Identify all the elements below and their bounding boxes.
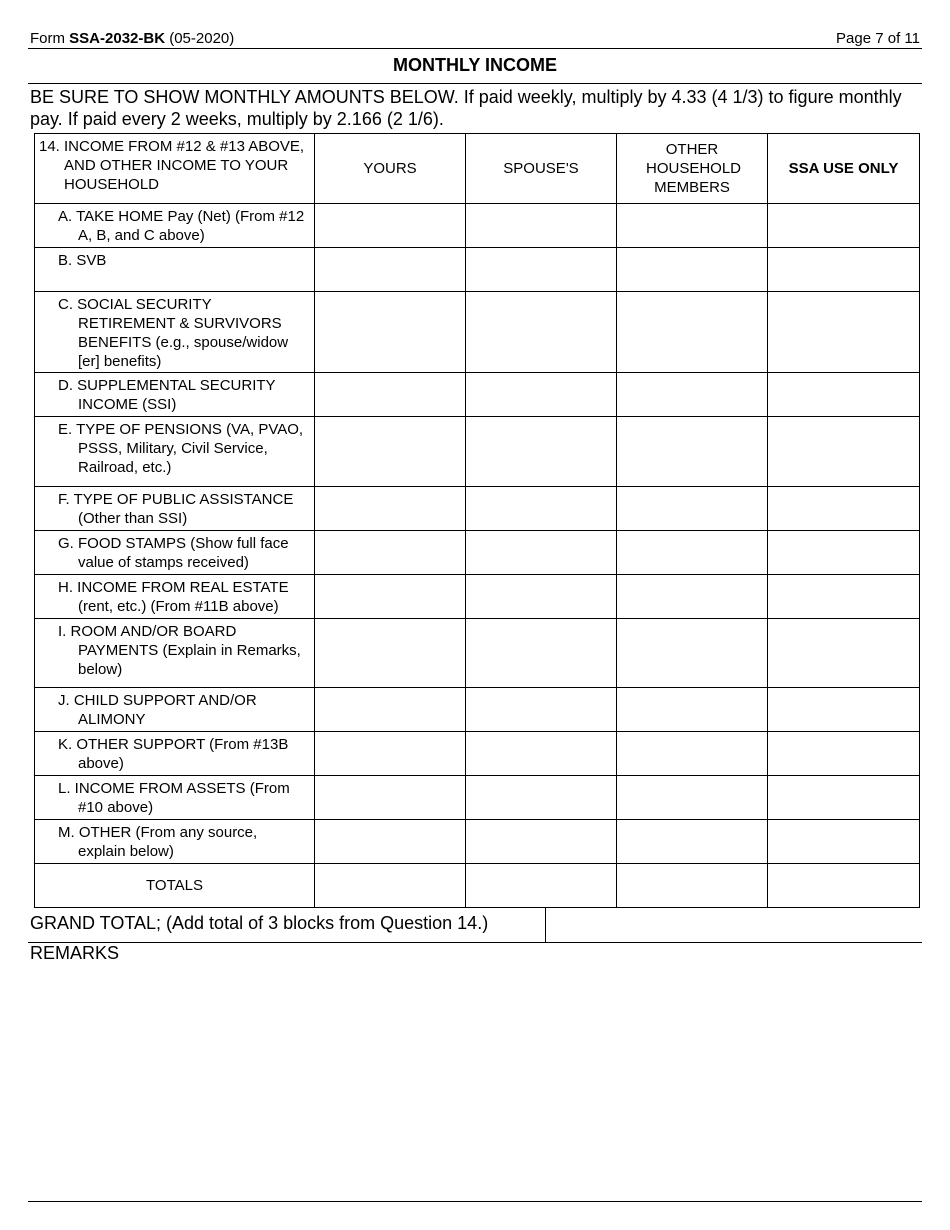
row-label: B. SVB: [35, 248, 315, 292]
title-divider: [28, 83, 922, 84]
totals-ssa-use-only: [768, 864, 920, 908]
amount-other-household-input[interactable]: [617, 373, 768, 417]
form-prefix: Form: [30, 30, 65, 47]
row-label: K. OTHER SUPPORT (From #13B above): [35, 732, 315, 776]
amount-spouses-input[interactable]: [466, 248, 617, 292]
totals-spouses-input[interactable]: [466, 864, 617, 908]
monthly-income-table: [34, 133, 920, 908]
table-row: [35, 292, 920, 373]
amount-other-household-input[interactable]: [617, 688, 768, 732]
table-row: [35, 619, 920, 688]
amount-other-household-input[interactable]: [617, 619, 768, 688]
amount-other-household-input[interactable]: [617, 292, 768, 373]
remarks-label: REMARKS: [30, 943, 120, 963]
col-header-other-household: OTHER HOUSEHOLD MEMBERS: [617, 134, 768, 204]
amount-spouses-input[interactable]: [466, 575, 617, 619]
totals-other-household-input[interactable]: [617, 864, 768, 908]
row-label: C. SOCIAL SECURITY RETIREMENT & SURVIVORS BENEFITS (e.g., spouse/widow [er] benefits): [35, 292, 315, 373]
col-header-yours: YOURS: [315, 134, 466, 204]
grand-total-input[interactable]: [546, 908, 922, 942]
table-row: [35, 531, 920, 575]
col-header-ssa-use-only: SSA USE ONLY: [768, 134, 920, 204]
section-title: MONTHLY INCOME: [392, 55, 557, 75]
amount-other-household-input[interactable]: [617, 204, 768, 248]
table-row: [35, 487, 920, 531]
amount-spouses-input[interactable]: [466, 619, 617, 688]
ssa-use-only-cell: [768, 820, 920, 864]
form-number: SSA-2032-BK: [69, 30, 166, 47]
ssa-use-only-cell: [768, 575, 920, 619]
table-row: [35, 732, 920, 776]
amount-yours-input[interactable]: [315, 619, 466, 688]
table-row: [35, 575, 920, 619]
table-row: [35, 204, 920, 248]
amount-yours-input[interactable]: [315, 732, 466, 776]
instructions: BE SURE TO SHOW MONTHLY AMOUNTS BELOW. If paid weekly, multiply by 4.33 (4 1/3) to figure monthly pay. If paid every 2 weeks, multiply by 2.166 (2 1/6).: [30, 87, 902, 129]
amount-spouses-input[interactable]: [466, 292, 617, 373]
amount-other-household-input[interactable]: [617, 531, 768, 575]
amount-spouses-input[interactable]: [466, 776, 617, 820]
table-row: [35, 776, 920, 820]
row-label: M. OTHER (From any source, explain below): [35, 820, 315, 864]
amount-other-household-input[interactable]: [617, 417, 768, 487]
amount-other-household-input[interactable]: [617, 732, 768, 776]
amount-spouses-input[interactable]: [466, 531, 617, 575]
table-row: [35, 248, 920, 292]
amount-other-household-input[interactable]: [617, 575, 768, 619]
footer-rule: [28, 1201, 922, 1202]
amount-yours-input[interactable]: [315, 531, 466, 575]
amount-spouses-input[interactable]: [466, 373, 617, 417]
amount-spouses-input[interactable]: [466, 820, 617, 864]
amount-yours-input[interactable]: [315, 373, 466, 417]
amount-spouses-input[interactable]: [466, 417, 617, 487]
form-date: (05-2020): [169, 30, 235, 47]
ssa-use-only-cell: [768, 619, 920, 688]
amount-other-household-input[interactable]: [617, 776, 768, 820]
row-label: G. FOOD STAMPS (Show full face value of stamps received): [35, 531, 315, 575]
amount-yours-input[interactable]: [315, 248, 466, 292]
ssa-use-only-cell: [768, 417, 920, 487]
grand-total-label: GRAND TOTAL; (Add total of 3 blocks from Question 14.): [30, 913, 489, 933]
table-header-row: [35, 134, 920, 204]
amount-spouses-input[interactable]: [466, 688, 617, 732]
table-row: [35, 373, 920, 417]
amount-yours-input[interactable]: [315, 776, 466, 820]
amount-other-household-input[interactable]: [617, 248, 768, 292]
ssa-use-only-cell: [768, 487, 920, 531]
amount-yours-input[interactable]: [315, 688, 466, 732]
grand-total-bottom-rule: [28, 942, 922, 943]
table-row: [35, 688, 920, 732]
table-row: [35, 820, 920, 864]
form-identifier: [30, 30, 234, 47]
totals-label: TOTALS: [35, 864, 315, 908]
ssa-use-only-cell: [768, 204, 920, 248]
amount-other-household-input[interactable]: [617, 820, 768, 864]
row-label: L. INCOME FROM ASSETS (From #10 above): [35, 776, 315, 820]
amount-yours-input[interactable]: [315, 820, 466, 864]
amount-yours-input[interactable]: [315, 204, 466, 248]
totals-row: [35, 864, 920, 908]
amount-spouses-input[interactable]: [466, 732, 617, 776]
ssa-use-only-cell: [768, 292, 920, 373]
ssa-use-only-cell: [768, 688, 920, 732]
ssa-use-only-cell: [768, 248, 920, 292]
amount-spouses-input[interactable]: [466, 487, 617, 531]
header-divider: [28, 48, 922, 49]
row-label: J. CHILD SUPPORT AND/OR ALIMONY: [35, 688, 315, 732]
row-label: A. TAKE HOME Pay (Net) (From #12 A, B, and C above): [35, 204, 315, 248]
ssa-use-only-cell: [768, 531, 920, 575]
col-header-spouses: SPOUSE'S: [466, 134, 617, 204]
amount-yours-input[interactable]: [315, 292, 466, 373]
row-label: D. SUPPLEMENTAL SECURITY INCOME (SSI): [35, 373, 315, 417]
row-label: I. ROOM AND/OR BOARD PAYMENTS (Explain in Remarks, below): [35, 619, 315, 688]
page-number: Page 7 of 11: [836, 30, 920, 47]
row-label: H. INCOME FROM REAL ESTATE (rent, etc.) (From #11B above): [35, 575, 315, 619]
row-label: E. TYPE OF PENSIONS (VA, PVAO, PSSS, Military, Civil Service, Railroad, etc.): [35, 417, 315, 487]
table-row: [35, 417, 920, 487]
amount-spouses-input[interactable]: [466, 204, 617, 248]
ssa-use-only-cell: [768, 732, 920, 776]
row-label: F. TYPE OF PUBLIC ASSISTANCE (Other than SSI): [35, 487, 315, 531]
amount-yours-input[interactable]: [315, 417, 466, 487]
totals-yours-input[interactable]: [315, 864, 466, 908]
question-14-label: 14. INCOME FROM #12 & #13 ABOVE, AND OTHER INCOME TO YOUR HOUSEHOLD: [35, 134, 315, 204]
ssa-use-only-cell: [768, 373, 920, 417]
ssa-use-only-cell: [768, 776, 920, 820]
amount-yours-input[interactable]: [315, 487, 466, 531]
remarks-area[interactable]: [30, 970, 920, 1195]
amount-other-household-input[interactable]: [617, 487, 768, 531]
amount-yours-input[interactable]: [315, 575, 466, 619]
